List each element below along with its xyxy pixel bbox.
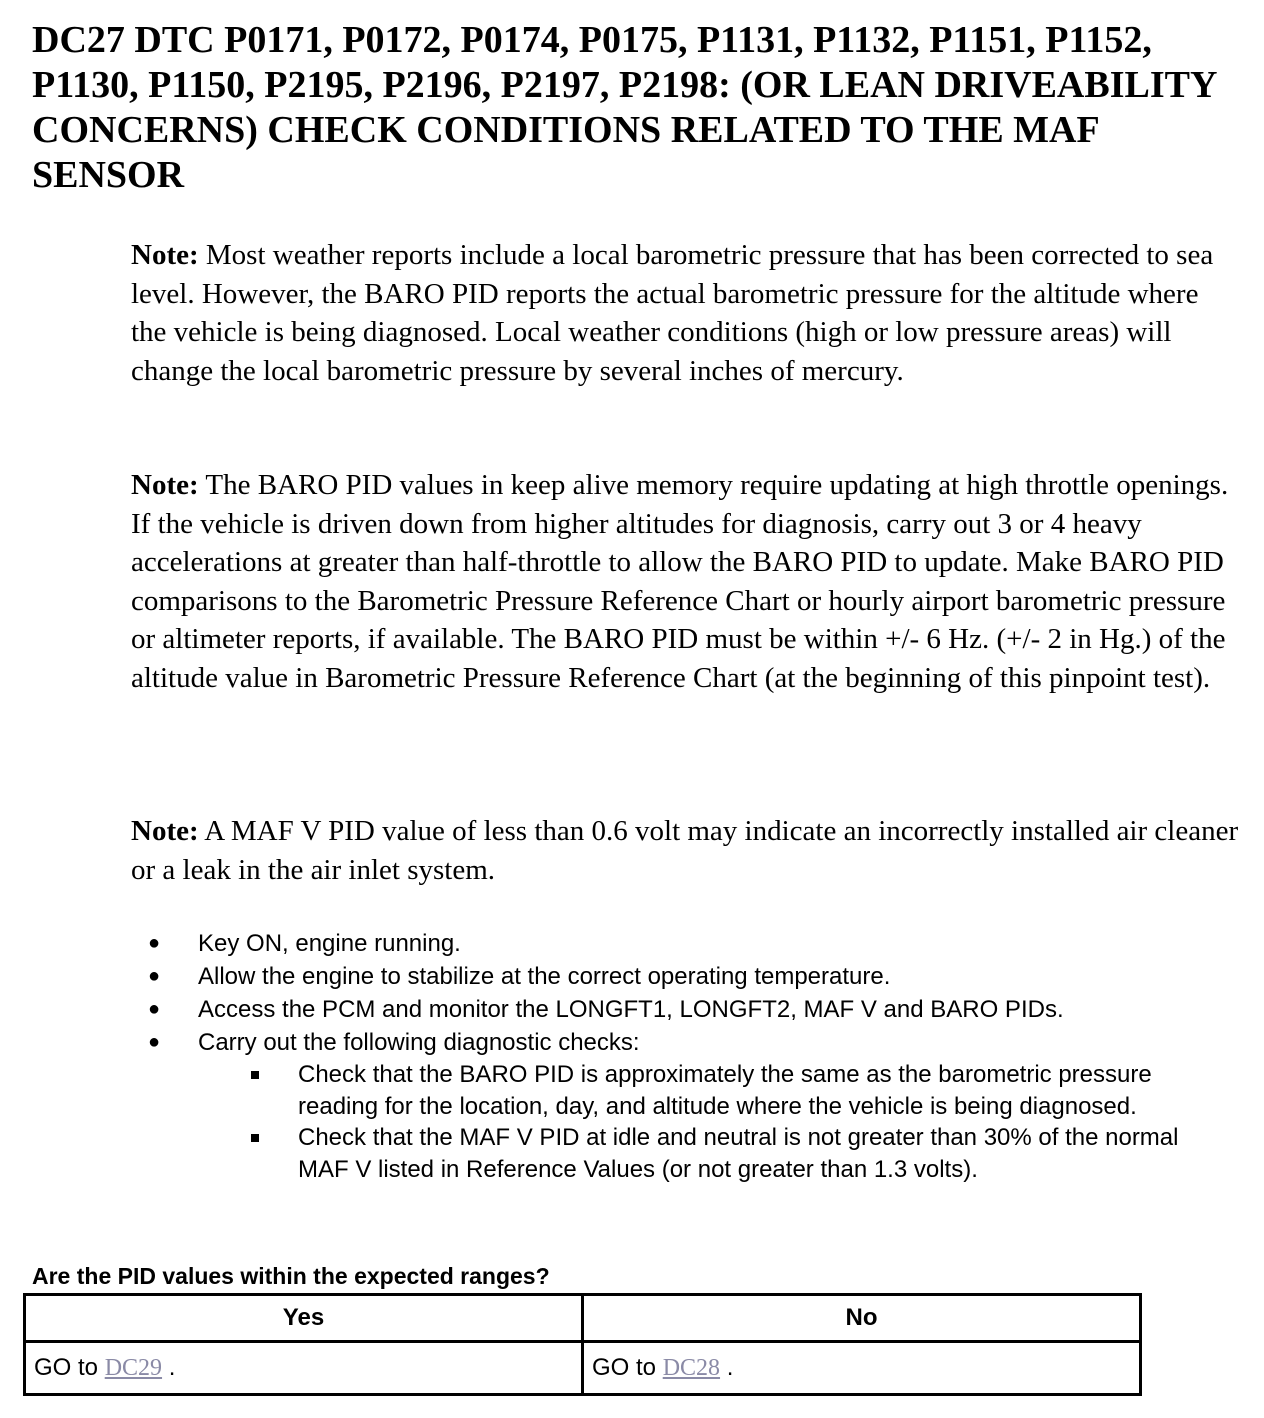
step-text: Carry out the following diagnostic checks: — [198, 1029, 640, 1056]
square-bullet-icon — [251, 1071, 259, 1079]
list-item — [0, 1059, 1264, 1122]
page-title: DC27 DTC P0171, P0172, P0174, P0175, P1131, P1132, P1151, P1152, P1130, P1150, P2195, P2196, P2197, P2198: (OR LEAN DRIVEABILITY CONCERNS) CHECK CONDITIONS RELATED TO THE MAF SENSOR — [32, 19, 1217, 196]
dc29-link[interactable]: DC29 — [104, 1355, 163, 1381]
diagnostic-checks — [0, 1059, 1264, 1185]
list-item — [0, 927, 1264, 960]
procedure-steps — [0, 927, 1264, 1185]
table-header-row — [25, 1295, 1141, 1342]
step-text: Allow the engine to stabilize at the correct operating temperature. — [198, 963, 891, 990]
list-item — [0, 1026, 1264, 1059]
step-text: Access the PCM and monitor the LONGFT1, LONGFT2, MAF V and BARO PIDs. — [198, 996, 1064, 1023]
answer-table — [23, 1293, 1142, 1396]
go-to-label: GO to — [34, 1354, 99, 1381]
list-item — [0, 993, 1264, 1026]
note-text: The BARO PID values in keep alive memory require updating at high throttle openings. If the vehicle is driven down from higher altitudes for diagnosis, carry out 3 or 4 heavy accelerations at greater than half-throttle to allow the BARO PID to update. Make BARO PID comparisons to the Barometric Pressure Reference Chart or hourly airport barometric pressure or altimeter reports, if available. The BARO PID must be within +/- 6 Hz. (+/- 2 in Hg.) of the altitude value in Barometric Pressure Reference Chart (at the beginning of this pinpoint test). — [131, 469, 1229, 694]
no-header: No — [583, 1295, 1141, 1342]
note-text: A MAF V PID value of less than 0.6 volt may indicate an incorrectly installed air cleaner or a leak in the air inlet system. — [131, 815, 1239, 886]
substep-text: Check that the BARO PID is approximately the same as the barometric pressure reading for the location, day, and altitude where the vehicle is being diagnosed. — [298, 1061, 1152, 1120]
period: . — [726, 1354, 734, 1381]
note-maf-voltage — [131, 812, 1241, 889]
note-label: Note: — [131, 815, 199, 847]
note-label: Note: — [131, 239, 199, 271]
period: . — [168, 1354, 176, 1381]
note-baro-weather — [131, 236, 1241, 390]
no-cell — [583, 1342, 1141, 1395]
bullet-icon: ● — [148, 965, 161, 987]
yes-cell — [25, 1342, 583, 1395]
bullet-icon: ● — [148, 998, 161, 1020]
step-text: Key ON, engine running. — [198, 930, 461, 957]
table-row — [25, 1342, 1141, 1395]
dc28-link[interactable]: DC28 — [662, 1355, 721, 1381]
list-item — [0, 1122, 1264, 1185]
question: Are the PID values within the expected ranges? — [32, 1263, 550, 1289]
go-to-label: GO to — [592, 1354, 657, 1381]
note-baro-update — [131, 466, 1241, 697]
substep-text: Check that the MAF V PID at idle and neutral is not greater than 30% of the normal MAF V listed in Reference Values (or not greater than 1.3 volts). — [298, 1124, 1179, 1183]
note-text: Most weather reports include a local barometric pressure that has been corrected to sea level. However, the BARO PID reports the actual barometric pressure for the altitude where the vehicle is being diagnosed. Local weather conditions (high or low pressure areas) will change the local barometric pressure by several inches of mercury. — [131, 239, 1214, 387]
square-bullet-icon — [251, 1134, 259, 1142]
yes-header: Yes — [25, 1295, 583, 1342]
list-item — [0, 960, 1264, 993]
bullet-icon: ● — [148, 932, 161, 954]
bullet-icon: ● — [148, 1031, 161, 1053]
note-label: Note: — [131, 469, 199, 501]
